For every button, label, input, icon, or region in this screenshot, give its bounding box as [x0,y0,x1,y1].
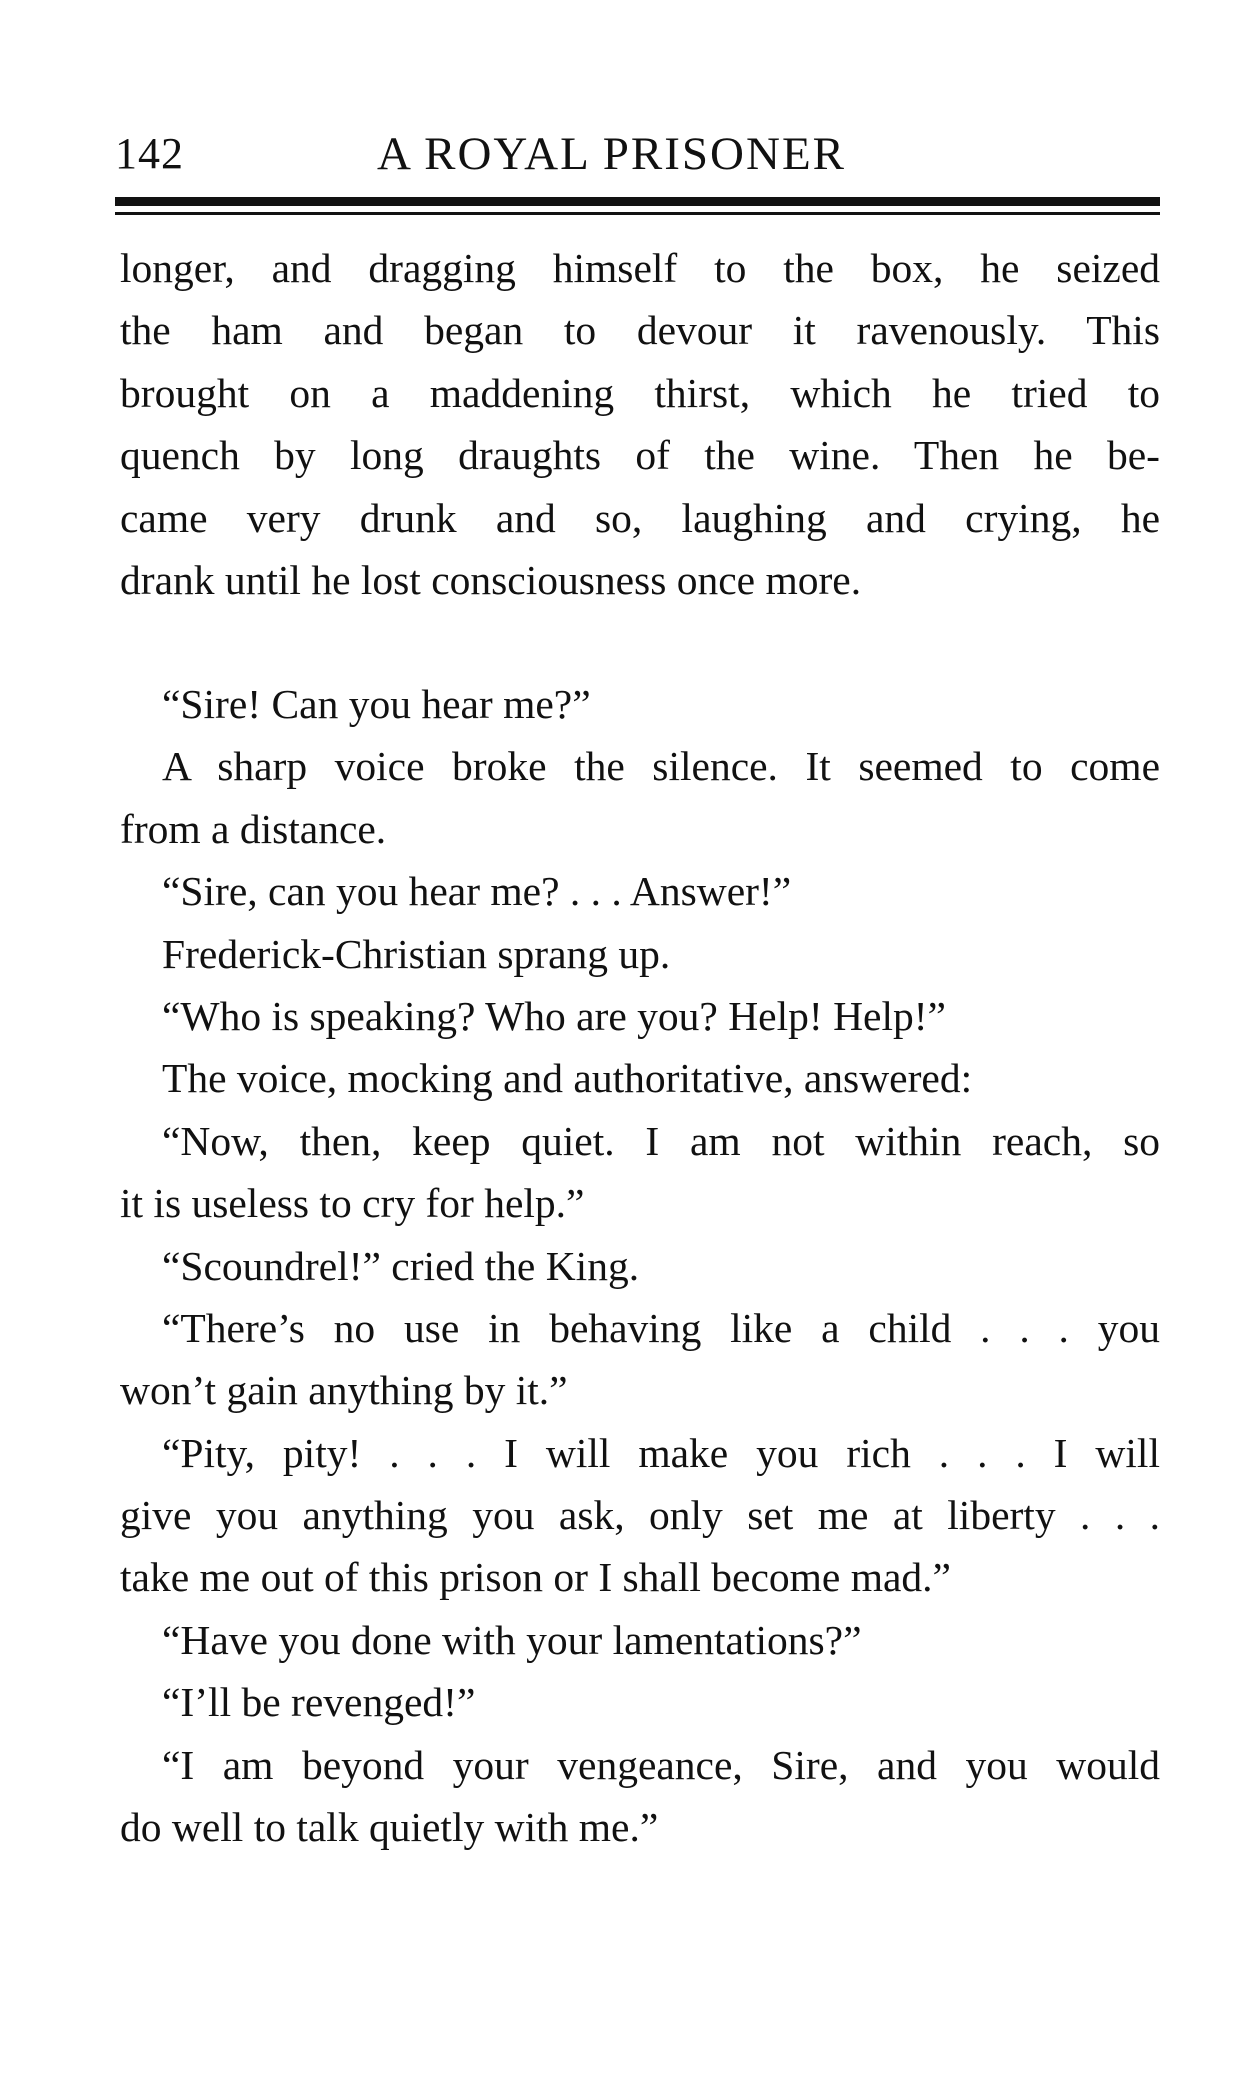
text-line: “Scoundrel!” cried the King. [162,1242,640,1289]
text-line: give you anything you ask, only set me at liberty . . . [120,1492,1160,1539]
text-line: “Now, then, keep quiet. I am not within reach, so [162,1117,1160,1164]
header-rule-thick [115,197,1160,206]
text-line: drank until he lost consciousness once more. [120,556,862,603]
text-line: “Pity, pity! . . . I will make you rich . . . I will [162,1429,1160,1476]
text-line: A sharp voice broke the silence. It seemed to come [162,743,1160,790]
text-line: longer, and dragging himself to the box, he seized [120,245,1160,291]
text-line: take me out of this prison or I shall become mad.” [120,1554,951,1601]
running-title: A ROYAL PRISONER [377,128,846,180]
text-line: “I’ll be revenged!” [162,1679,476,1726]
header-rule-thin [115,212,1160,215]
page-header [115,126,1160,186]
text-line: “Have you done with your lamentations?” [162,1616,862,1663]
text-line: “Who is speaking? Who are you? Help! Help!” [162,992,946,1039]
text-line: The voice, mocking and authoritative, answered: [162,1055,973,1102]
text-line: “Sire, can you hear me? . . . Answer!” [162,868,792,915]
text-line: do well to talk quietly with me.” [120,1804,659,1851]
dialogue-section [120,673,1160,1858]
page-number: 142 [115,129,184,178]
text-line: brought on a maddening thirst, which he tried to [120,369,1160,416]
text-line: “I am beyond your vengeance, Sire, and you would [162,1741,1160,1788]
paragraph-1 [120,237,1160,611]
text-line: “Sire! Can you hear me?” [162,681,591,727]
text-line: quench by long draughts of the wine. Then he be- [120,432,1160,479]
text-line: Frederick-Christian sprang up. [162,930,671,977]
text-line: it is useless to cry for help.” [120,1180,585,1227]
text-line: “There’s no use in behaving like a child . . . you [162,1304,1160,1351]
text-line: from a distance. [120,805,387,852]
text-line: won’t gain anything by it.” [120,1367,568,1414]
text-line: came very drunk and so, laughing and crying, he [120,494,1160,541]
text-line: the ham and began to devour it ravenously. This [120,307,1160,354]
